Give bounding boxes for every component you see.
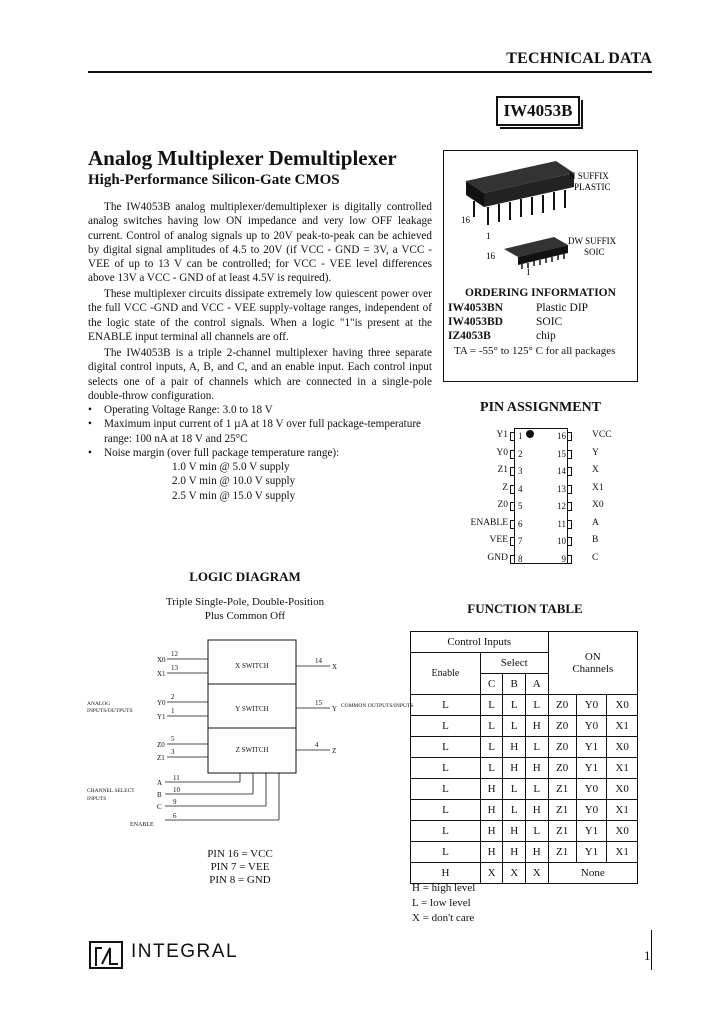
table-cell: H: [480, 800, 503, 821]
input-pin-2: 2: [171, 693, 175, 701]
pin-note: PIN 16 = VCC: [207, 848, 273, 860]
soic-package-icon: [504, 237, 568, 269]
page-subtitle: High-Performance Silicon-Gate CMOS: [88, 172, 340, 188]
table-cell: H: [480, 842, 503, 863]
table-cell: Z0: [548, 758, 576, 779]
x-switch-label: X SWITCH: [235, 662, 269, 670]
table-cell: L: [503, 779, 526, 800]
logic-diagram-subtitle: Triple Single-Pole, Double-Position: [165, 596, 325, 608]
pin-label-right: C: [592, 552, 599, 563]
control-pin-10: 10: [173, 786, 180, 794]
pin-label-left: Z: [502, 482, 508, 493]
control-label-b: B: [157, 791, 162, 799]
col-header-b: B: [503, 674, 526, 695]
pin-label-left: Z0: [497, 500, 508, 510]
pin-number: 14: [557, 466, 566, 476]
control-inputs-header: Control Inputs: [411, 632, 549, 653]
ordering-row: [448, 330, 556, 342]
input-pin-13: 13: [171, 664, 178, 672]
pin-stub: [567, 485, 572, 494]
table-cell: L: [411, 758, 481, 779]
table-row: [411, 716, 638, 737]
table-cell: Z1: [548, 842, 576, 863]
table-cell: H: [503, 758, 526, 779]
table-cell: X: [480, 863, 503, 884]
footer-rule: [651, 930, 652, 970]
channels-label: Channels: [572, 663, 614, 675]
table-cell: L: [503, 800, 526, 821]
output-label-z: Z: [332, 747, 337, 755]
table-cell: X1: [607, 800, 638, 821]
output-label-x: X: [332, 663, 338, 671]
table-cell: X0: [607, 695, 638, 716]
table-cell: Y1: [576, 842, 607, 863]
table-cell: None: [548, 863, 637, 884]
output-pin-14: 14: [315, 657, 322, 665]
part-number-box: IW4053B: [496, 96, 580, 126]
table-header-row: [411, 632, 638, 653]
channel-select-label: CHANNEL SELECT: [87, 788, 135, 794]
pin-stub: [567, 450, 572, 459]
table-cell: H: [525, 842, 548, 863]
output-pin-4: 4: [315, 741, 319, 749]
integral-logo-icon: [88, 940, 124, 970]
logic-diagram-title: LOGIC DIAGRAM: [189, 569, 301, 584]
table-row: [411, 863, 638, 884]
table-cell: Y0: [576, 695, 607, 716]
pin-stub: [567, 537, 572, 546]
input-label-y1: Y1: [157, 713, 166, 721]
pin-label-right: VCC: [592, 430, 612, 440]
col-header-c: C: [480, 674, 503, 695]
table-cell: X1: [607, 716, 638, 737]
pin-label-left: Z1: [497, 465, 508, 475]
feature-item: • Operating Voltage Range: 3.0 to 18 V: [88, 403, 432, 417]
pin-label-left: ENABLE: [470, 517, 508, 528]
input-label-z0: Z0: [157, 741, 165, 749]
dw-suffix-label: DW SUFFIX: [568, 236, 617, 246]
table-cell: Z0: [548, 737, 576, 758]
table-cell: L: [411, 716, 481, 737]
table-cell: H: [411, 863, 481, 884]
input-pin-3: 3: [171, 748, 175, 756]
table-row: [411, 821, 638, 842]
order-package: chip: [536, 330, 556, 342]
enable-header: Enable: [411, 653, 481, 695]
table-cell: Y1: [576, 821, 607, 842]
ordering-title: ORDERING INFORMATION: [465, 287, 616, 299]
table-cell: L: [411, 737, 481, 758]
ordering-row: [448, 316, 562, 328]
table-cell: X1: [607, 758, 638, 779]
pin-label-right: Y: [592, 447, 599, 458]
table-cell: X0: [607, 821, 638, 842]
table-cell: H: [503, 821, 526, 842]
pin-stub: [510, 537, 515, 546]
pin-label-right: X: [592, 465, 599, 475]
table-row: [411, 779, 638, 800]
pin-number: 3: [518, 466, 523, 476]
description-paragraph-1: The IW4053B analog multiplexer/demultiplexer is digitally controlled analog switches having low ON impedance and very low OFF leakage current. Control of analog signals up to 20V peak-to-peak can be achieved by digital signal amplitudes of 4.5 to 20V (if VCC - GND = 3V, a VCC - VEE of up to 13 V can be controlled; for VCC - VEE level differences above 13V a VCC - GND of at least 4.5V is required).: [88, 201, 432, 285]
control-label-c: C: [157, 803, 162, 811]
table-cell: L: [480, 716, 503, 737]
enable-label: ENABLE: [130, 822, 154, 828]
order-package: SOIC: [536, 316, 563, 328]
input-pin-5: 5: [171, 735, 175, 743]
table-cell: L: [525, 779, 548, 800]
table-cell: X0: [607, 779, 638, 800]
pin-stub: [510, 467, 515, 476]
pin-number: 5: [518, 501, 523, 511]
pin-stub: [510, 502, 515, 511]
input-label-z1: Z1: [157, 754, 165, 762]
control-pin-9: 9: [173, 798, 177, 806]
function-table-title: FUNCTION TABLE: [467, 601, 583, 616]
pin-label-right: X0: [592, 500, 604, 510]
table-cell: L: [480, 695, 503, 716]
pin-number: 9: [561, 553, 566, 564]
pin-number: 7: [518, 536, 523, 546]
order-part-number: IW4053BN: [448, 302, 503, 314]
table-cell: X: [525, 863, 548, 884]
pin1-dot-icon: [526, 430, 534, 438]
pin-note: PIN 7 = VEE: [210, 861, 270, 873]
order-part-number: IW4053BD: [448, 316, 503, 328]
table-cell: L: [411, 821, 481, 842]
pin-stub: [567, 502, 572, 511]
table-cell: Z0: [548, 695, 576, 716]
pin-stub: [567, 520, 572, 529]
pin-stub: [510, 450, 515, 459]
output-pin-15: 15: [315, 699, 322, 707]
control-pin-11: 11: [173, 774, 180, 782]
legend-item: X = don't care: [412, 912, 475, 924]
legend-item: H = high level: [412, 882, 476, 894]
input-label-x1: X1: [157, 670, 166, 678]
pin-number: 6: [518, 518, 523, 529]
description-paragraph-3: The IW4053B is a triple 2-channel multiplexer having three separate digital control inputs, A, B, and C, and an enable input. Each control input selects one of a pair of channels which are connected in a single-pole double-throw configuration.: [88, 347, 432, 402]
table-cell: H: [525, 758, 548, 779]
soic-pin1-label: 1: [526, 267, 531, 277]
table-cell: H: [503, 737, 526, 758]
table-row: [411, 695, 638, 716]
pin-number: 10: [557, 536, 566, 546]
on-label: ON: [584, 651, 601, 663]
table-cell: L: [411, 842, 481, 863]
table-cell: L: [525, 737, 548, 758]
pin-assignment-title: PIN ASSIGNMENT: [480, 400, 601, 415]
table-cell: L: [480, 737, 503, 758]
order-part-number: IZ4053B: [448, 330, 491, 342]
page-number: 1: [644, 948, 651, 963]
pin-number: 1: [518, 431, 523, 441]
pin-number: 2: [518, 448, 523, 459]
input-label-x0: X0: [157, 656, 166, 664]
header-label: TECHNICAL DATA: [506, 50, 652, 67]
pin-stub: [510, 432, 515, 441]
table-cell: L: [503, 716, 526, 737]
feature-list: [88, 403, 432, 503]
logic-diagram: [85, 628, 415, 833]
enable-pin-6: 6: [173, 812, 177, 820]
pin-number: 11: [557, 518, 566, 529]
table-cell: Y1: [576, 737, 607, 758]
pin-label-left: VEE: [489, 535, 508, 545]
feature-item: • Noise margin (over full package temperature range):: [88, 446, 432, 460]
ordering-row: [448, 302, 588, 314]
noise-margin-item: 1.0 V min @ 5.0 V supply: [172, 461, 290, 474]
header-rule: [88, 71, 652, 73]
dw-type-label: SOIC: [584, 247, 605, 257]
table-cell: Z1: [548, 821, 576, 842]
soic-pin16-label: 16: [486, 251, 495, 261]
pin-stub: [510, 485, 515, 494]
package-drawings: [444, 151, 637, 286]
pin-number: 16: [557, 431, 566, 441]
analog-label: ANALOG: [87, 701, 111, 707]
table-cell: L: [503, 695, 526, 716]
pin-stub: [510, 555, 515, 564]
legend-item: L = low level: [412, 897, 471, 909]
feature-item: • Maximum input current of 1 µA at 18 V over full package-temperature range: 100 nA at 18 V and 25°C: [88, 417, 432, 446]
table-cell: Y0: [576, 779, 607, 800]
pin-label-right: X1: [592, 482, 604, 493]
table-cell: L: [411, 779, 481, 800]
table-cell: Z0: [548, 716, 576, 737]
n-suffix-label: N SUFFIX: [569, 171, 609, 181]
y-switch-label: Y SWITCH: [235, 705, 269, 713]
table-cell: Y1: [576, 758, 607, 779]
pin-number: 12: [557, 501, 566, 511]
table-cell: Y0: [576, 800, 607, 821]
table-cell: Z1: [548, 779, 576, 800]
on-channels-header: [548, 632, 637, 695]
table-cell: X1: [607, 842, 638, 863]
table-cell: L: [411, 800, 481, 821]
table-cell: X: [503, 863, 526, 884]
temperature-note: TA = -55° to 125° C for all packages: [454, 345, 616, 357]
input-pin-12: 12: [171, 650, 178, 658]
pin-stub: [567, 555, 572, 564]
table-cell: L: [525, 695, 548, 716]
pin-label-right: A: [592, 517, 599, 528]
noise-margin-item: 2.0 V min @ 10.0 V supply: [172, 475, 296, 488]
pin-number: 8: [518, 553, 523, 564]
table-cell: L: [480, 758, 503, 779]
logic-diagram-subtitle: Plus Common Off: [204, 610, 286, 622]
function-table: [410, 631, 638, 884]
pin-number: 15: [557, 448, 566, 459]
select-header: Select: [480, 653, 548, 674]
page-title: Analog Multiplexer Demultiplexer: [88, 146, 397, 170]
pin-stub: [567, 432, 572, 441]
table-row: [411, 842, 638, 863]
pin-number: 13: [557, 483, 566, 494]
input-label-y0: Y0: [157, 699, 166, 707]
dip-package-icon: [466, 161, 574, 225]
pin-note: PIN 8 = GND: [209, 874, 271, 886]
table-cell: H: [525, 716, 548, 737]
table-cell: H: [525, 800, 548, 821]
control-label-a: A: [157, 779, 163, 787]
dip-pin16-label: 16: [461, 215, 470, 225]
table-row: [411, 758, 638, 779]
company-name: INTEGRAL: [131, 941, 239, 962]
noise-margin-item: 2.5 V min @ 15.0 V supply: [172, 489, 296, 502]
channel-select-label: INPUTS: [87, 796, 107, 802]
table-row: [411, 800, 638, 821]
input-pin-1: 1: [171, 707, 175, 715]
pin-label-left: Y1: [496, 430, 508, 440]
table-cell: H: [480, 779, 503, 800]
pin-label-left: GND: [487, 552, 508, 563]
pin-stub: [567, 467, 572, 476]
description-paragraph-2: These multiplexer circuits dissipate extremely low quiescent power over the full VCC -GND and VCC - VEE supply-voltage ranges, independent of the logic state of the control signals. When a logic "1"is present at the ENABLE input terminal all channels are off.: [88, 288, 432, 343]
pin-number: 4: [518, 483, 523, 494]
pin-stub: [510, 520, 515, 529]
n-type-label: PLASTIC: [574, 182, 611, 192]
table-cell: H: [480, 821, 503, 842]
z-switch-label: Z SWITCH: [235, 746, 269, 754]
pin-label-left: Y0: [496, 447, 508, 458]
analog-label: INPUTS/OUTPUTS: [87, 708, 133, 714]
common-label: COMMON OUTPUTS/INPUTS: [341, 703, 414, 709]
table-cell: Y0: [576, 716, 607, 737]
table-cell: H: [503, 842, 526, 863]
table-cell: L: [525, 821, 548, 842]
table-cell: L: [411, 695, 481, 716]
output-label-y: Y: [332, 705, 338, 713]
table-cell: X0: [607, 737, 638, 758]
table-cell: Z1: [548, 800, 576, 821]
pin-label-right: B: [592, 535, 599, 545]
dip-pin1-label: 1: [486, 231, 491, 241]
col-header-a: A: [525, 674, 548, 695]
order-package: Plastic DIP: [536, 302, 589, 314]
table-row: [411, 737, 638, 758]
